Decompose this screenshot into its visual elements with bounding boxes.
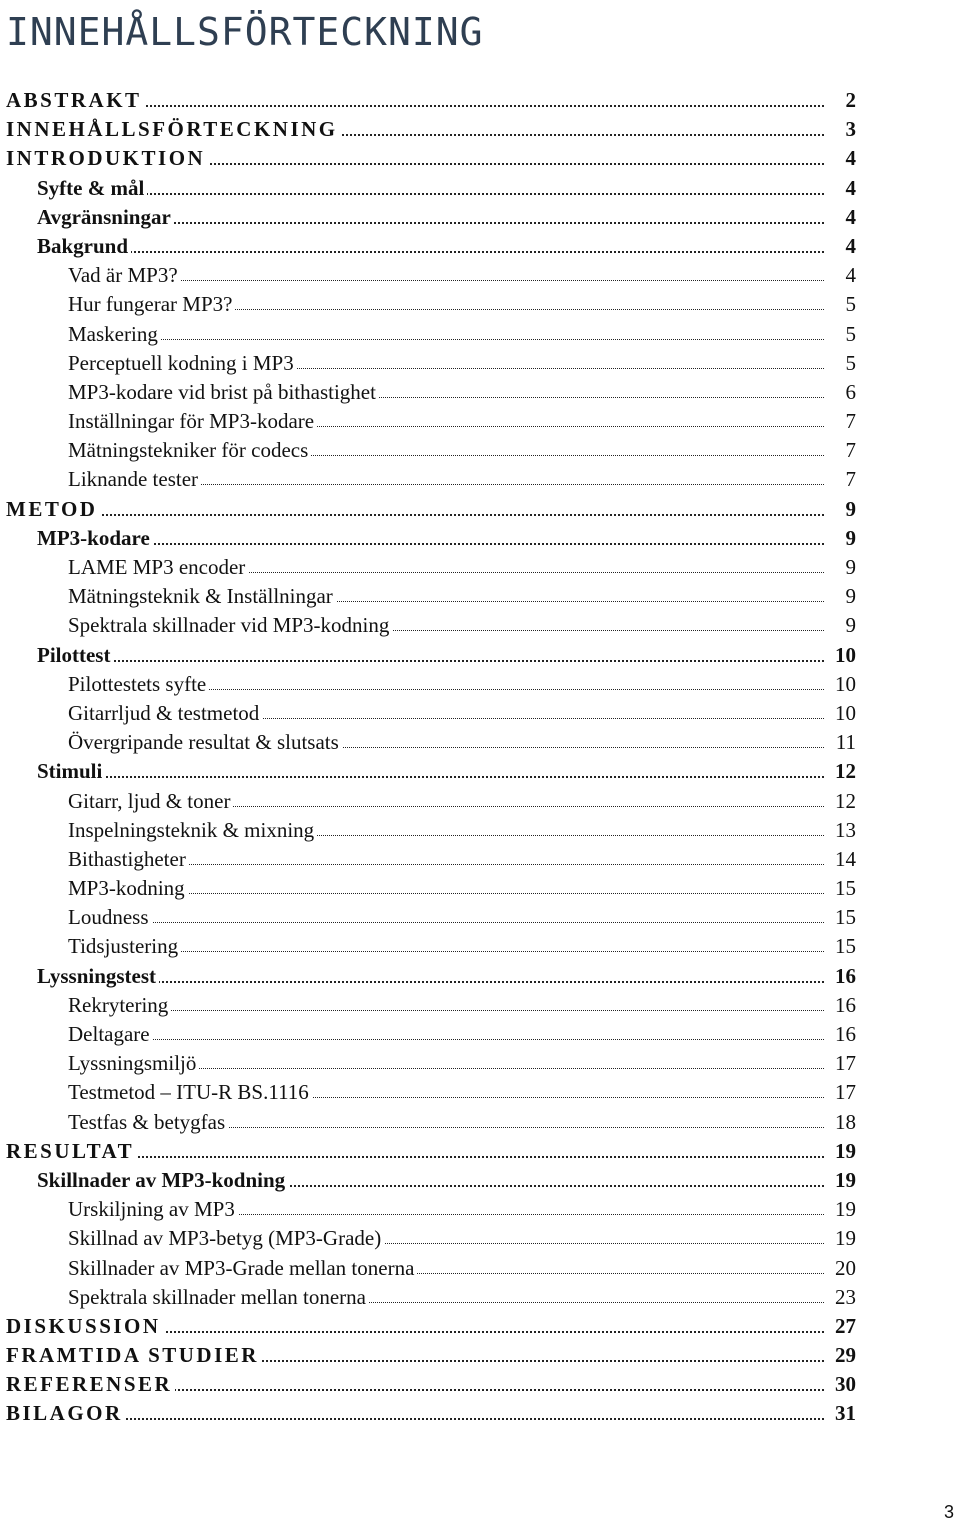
toc-entry[interactable]: [0, 1078, 960, 1107]
toc-entry-page: 18: [824, 1108, 856, 1137]
toc-entry[interactable]: [0, 903, 960, 932]
toc-entry-page: 30: [824, 1370, 856, 1399]
toc-leader-dots: [68, 1039, 832, 1040]
table-of-contents: [0, 86, 960, 1429]
toc-entry[interactable]: [0, 1254, 960, 1283]
page-title: INNEHÅLLSFÖRTECKNING: [6, 10, 484, 54]
toc-entry[interactable]: [0, 320, 960, 349]
toc-entry-label: LAME MP3 encoder: [68, 553, 248, 582]
toc-entry[interactable]: [0, 1312, 960, 1341]
toc-leader-dots: [68, 339, 832, 340]
toc-entry-label: Gitarrljud & testmetod: [68, 699, 262, 728]
toc-entry[interactable]: [0, 1020, 960, 1049]
toc-entry-label: Lyssningsmiljö: [68, 1049, 199, 1078]
toc-leader-dots: [6, 1418, 832, 1420]
toc-entry[interactable]: [0, 1370, 960, 1399]
toc-entry-label: Pilottest: [37, 641, 113, 670]
toc-entry-page: 4: [824, 144, 856, 173]
toc-entry-page: 17: [824, 1049, 856, 1078]
toc-entry[interactable]: [0, 1166, 960, 1195]
toc-entry-label: FRAMTIDA STUDIER: [6, 1341, 262, 1370]
toc-entry[interactable]: [0, 757, 960, 786]
toc-entry-label: METOD: [6, 495, 100, 524]
toc-entry-label: Vad är MP3?: [68, 261, 181, 290]
toc-entry-label: REFERENSER: [6, 1370, 175, 1399]
toc-entry-page: 17: [824, 1078, 856, 1107]
toc-entry-page: 12: [824, 787, 856, 816]
toc-entry[interactable]: [0, 144, 960, 173]
toc-entry-page: 19: [824, 1137, 856, 1166]
toc-entry[interactable]: [0, 728, 960, 757]
toc-leader-dots: [68, 1010, 832, 1011]
toc-entry-page: 29: [824, 1341, 856, 1370]
toc-entry[interactable]: [0, 962, 960, 991]
toc-entry-page: 15: [824, 903, 856, 932]
toc-leader-dots: [37, 660, 832, 662]
toc-entry-page: 2: [824, 86, 856, 115]
toc-entry-label: Perceptuell kodning i MP3: [68, 349, 297, 378]
toc-entry-page: 20: [824, 1254, 856, 1283]
toc-entry-label: Syfte & mål: [37, 174, 147, 203]
toc-entry-label: Gitarr, ljud & toner: [68, 787, 233, 816]
toc-entry-page: 15: [824, 874, 856, 903]
toc-entry[interactable]: [0, 378, 960, 407]
toc-entry-label: MP3-kodare: [37, 524, 153, 553]
toc-entry[interactable]: [0, 232, 960, 261]
toc-entry-page: 19: [824, 1166, 856, 1195]
toc-entry-page: 19: [824, 1224, 856, 1253]
toc-entry[interactable]: [0, 290, 960, 319]
toc-entry-label: BILAGOR: [6, 1399, 126, 1428]
toc-entry[interactable]: [0, 845, 960, 874]
toc-entry-page: 7: [824, 407, 856, 436]
toc-entry-page: 15: [824, 932, 856, 961]
toc-entry-page: 9: [824, 582, 856, 611]
toc-entry-label: DISKUSSION: [6, 1312, 164, 1341]
toc-entry-page: 16: [824, 991, 856, 1020]
toc-entry[interactable]: [0, 174, 960, 203]
toc-entry[interactable]: [0, 611, 960, 640]
toc-entry[interactable]: [0, 1049, 960, 1078]
toc-entry[interactable]: [0, 261, 960, 290]
toc-entry-page: 5: [824, 320, 856, 349]
toc-entry[interactable]: [0, 670, 960, 699]
toc-entry[interactable]: [0, 553, 960, 582]
toc-entry-page: 31: [824, 1399, 856, 1428]
toc-entry[interactable]: [0, 436, 960, 465]
toc-entry[interactable]: [0, 1341, 960, 1370]
toc-entry-page: 9: [824, 611, 856, 640]
toc-entry[interactable]: [0, 991, 960, 1020]
toc-entry[interactable]: [0, 1108, 960, 1137]
toc-entry-label: Mätningstekniker för codecs: [68, 436, 311, 465]
toc-leader-dots: [68, 951, 832, 952]
toc-entry-label: INNEHÅLLSFÖRTECKNING: [6, 115, 341, 144]
toc-entry-label: Tidsjustering: [68, 932, 181, 961]
toc-entry-label: Testfas & betygfas: [68, 1108, 228, 1137]
toc-entry-page: 7: [824, 465, 856, 494]
toc-leader-dots: [37, 251, 832, 253]
toc-entry[interactable]: [0, 407, 960, 436]
toc-entry-label: Loudness: [68, 903, 152, 932]
toc-entry-label: Spektrala skillnader vid MP3-kodning: [68, 611, 392, 640]
toc-leader-dots: [37, 776, 832, 778]
toc-entry-page: 13: [824, 816, 856, 845]
toc-entry-label: Mätningsteknik & Inställningar: [68, 582, 336, 611]
toc-entry-label: Inspelningsteknik & mixning: [68, 816, 317, 845]
toc-entry-label: Inställningar för MP3-kodare: [68, 407, 317, 436]
toc-entry-page: 3: [824, 115, 856, 144]
toc-entry-label: Stimuli: [37, 757, 105, 786]
toc-entry[interactable]: [0, 465, 960, 494]
toc-entry-label: Spektrala skillnader mellan tonerna: [68, 1283, 369, 1312]
toc-entry-page: 27: [824, 1312, 856, 1341]
toc-entry[interactable]: [0, 1224, 960, 1253]
toc-entry-label: Skillnader av MP3-Grade mellan tonerna: [68, 1254, 417, 1283]
toc-entry-page: 11: [824, 728, 856, 757]
toc-entry-label: Övergripande resultat & slutsats: [68, 728, 342, 757]
toc-entry[interactable]: [0, 1283, 960, 1312]
toc-entry-label: Avgränsningar: [37, 203, 174, 232]
toc-entry-label: Deltagare: [68, 1020, 153, 1049]
toc-entry-label: Skillnader av MP3-kodning: [37, 1166, 288, 1195]
toc-entry-page: 4: [824, 232, 856, 261]
toc-entry-label: RESULTAT: [6, 1137, 137, 1166]
toc-entry[interactable]: [0, 816, 960, 845]
toc-entry-page: 9: [824, 524, 856, 553]
toc-entry[interactable]: [0, 1137, 960, 1166]
toc-entry-label: ABSTRAKT: [6, 86, 145, 115]
toc-entry-label: Testmetod – ITU-R BS.1116: [68, 1078, 312, 1107]
toc-entry-page: 19: [824, 1195, 856, 1224]
toc-entry[interactable]: [0, 524, 960, 553]
toc-entry[interactable]: [0, 1195, 960, 1224]
toc-leader-dots: [37, 193, 832, 195]
toc-entry-page: 6: [824, 378, 856, 407]
toc-entry-label: MP3-kodare vid brist på bithastighet: [68, 378, 379, 407]
toc-entry-page: 23: [824, 1283, 856, 1312]
toc-entry-label: Pilottestets syfte: [68, 670, 209, 699]
page-number: 3: [943, 1502, 954, 1522]
toc-entry-page: 16: [824, 962, 856, 991]
toc-entry-label: INTRODUKTION: [6, 144, 208, 173]
toc-entry-page: 12: [824, 757, 856, 786]
toc-entry-label: Skillnad av MP3-betyg (MP3-Grade): [68, 1224, 384, 1253]
toc-entry-label: Bakgrund: [37, 232, 131, 261]
toc-leader-dots: [6, 514, 832, 516]
toc-entry-page: 9: [824, 553, 856, 582]
toc-entry[interactable]: [0, 787, 960, 816]
toc-entry-label: Maskering: [68, 320, 161, 349]
toc-entry[interactable]: [0, 641, 960, 670]
toc-entry[interactable]: [0, 115, 960, 144]
toc-entry-page: 16: [824, 1020, 856, 1049]
toc-entry-page: 14: [824, 845, 856, 874]
toc-entry[interactable]: [0, 582, 960, 611]
toc-entry-page: 7: [824, 436, 856, 465]
toc-entry-label: MP3-kodning: [68, 874, 188, 903]
toc-entry-page: 10: [824, 641, 856, 670]
toc-entry-label: Rekrytering: [68, 991, 171, 1020]
toc-entry-page: 10: [824, 699, 856, 728]
toc-entry[interactable]: [0, 495, 960, 524]
toc-entry[interactable]: [0, 86, 960, 115]
toc-entry-label: Bithastigheter: [68, 845, 189, 874]
toc-entry-label: Liknande tester: [68, 465, 201, 494]
toc-entry[interactable]: [0, 203, 960, 232]
toc-entry[interactable]: [0, 349, 960, 378]
toc-entry-page: 5: [824, 290, 856, 319]
toc-entry-page: 5: [824, 349, 856, 378]
toc-entry[interactable]: [0, 874, 960, 903]
toc-entry[interactable]: [0, 1399, 960, 1428]
toc-entry-page: 10: [824, 670, 856, 699]
toc-leader-dots: [68, 280, 832, 281]
toc-entry-label: Urskiljning av MP3: [68, 1195, 238, 1224]
toc-entry-label: Lyssningstest: [37, 962, 159, 991]
toc-entry-page: 4: [824, 203, 856, 232]
toc-entry-page: 4: [824, 174, 856, 203]
toc-entry-page: 4: [824, 261, 856, 290]
toc-leader-dots: [68, 922, 832, 923]
toc-entry[interactable]: [0, 932, 960, 961]
toc-leader-dots: [37, 543, 832, 545]
toc-entry[interactable]: [0, 699, 960, 728]
toc-entry-page: 9: [824, 495, 856, 524]
toc-entry-label: Hur fungerar MP3?: [68, 290, 235, 319]
